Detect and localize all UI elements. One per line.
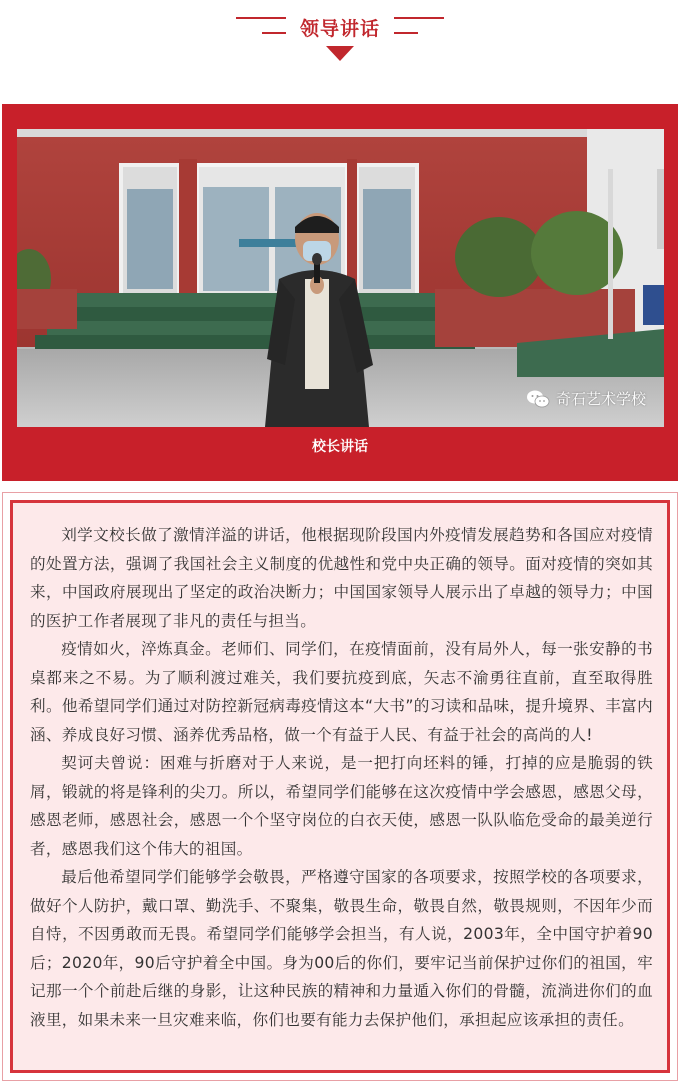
photo-illustration: [17, 129, 664, 427]
header-line-right-top: [394, 17, 444, 19]
header-line-right-bottom: [394, 32, 418, 34]
article-panel: [10, 500, 670, 1073]
article-paragraph-1: 刘学文校长做了激情洋溢的讲话，他根据现阶段国内外疫情发展趋势和各国应对疫情的处置方法，强调了我国社会主义制度的优越性和党中央正确的领导。面对疫情的突如其来，中国政府展现出了坚定的政治决断力；中国国家领导人展示出了卓越的领导力；中国的医护工作者展现了非凡的责任与担当。: [30, 526, 653, 630]
header-line-left-top: [236, 17, 286, 19]
article-paragraph-4: 最后他希望同学们能够学会敬畏，严格遵守国家的各项要求，按照学校的各项要求，做好个人防护，戴口罩、勤洗手、不聚集，敬畏生命，敬畏自然，敬畏规则，不因年少而自恃，不因勇敢而无畏。希望同学们能够学会担当，有人说，2003年，全中国守护着90后；2020年，90后守护着全中国。身为00后的你们，要牢记当前保护过你们的祖国，牢记那一个个前赴后继的身影，让这种民族的精神和力量遁入你们的骨髓，流淌进你们的血液里，如果未来一旦灾难来临，你们也要有能力去保护他们，承担起应该承担的责任。: [30, 868, 653, 1029]
watermark-text: 奇石艺术学校: [555, 390, 646, 408]
article-frame: [2, 492, 678, 1081]
section-header: [0, 0, 680, 70]
photo-frame: [2, 104, 678, 481]
article-paragraph-3: 契诃夫曾说：困难与折磨对于人来说，是一把打向坯料的锤，打掉的应是脆弱的铁屑，锻就的将是锋利的尖刀。所以，希望同学们能够在这次疫情中学会感恩，感恩父母，感恩老师，感恩社会，感恩一个个坚守岗位的白衣天使，感恩一队队临危受命的最美逆行者，感恩我们这个伟大的祖国。: [30, 754, 653, 858]
article-paragraph-2: 疫情如火，淬炼真金。老师们、同学们，在疫情面前，没有局外人，每一张安静的书桌都来之不易。为了顺利渡过难关，我们要抗疫到底，矢志不渝勇往直前，直至取得胜利。他希望同学们通过对防控新冠病毒疫情这本“大书”的习读和品味，提升境界、丰富内涵、养成良好习惯、涵养优秀品格，做一个有益于人民、有益于社会的高尚的人!: [30, 640, 653, 744]
header-line-left-bottom: [262, 32, 286, 34]
photo-caption: 校长讲话: [312, 439, 368, 455]
principal-speech-photo: [17, 129, 664, 427]
header-arrow-down: [326, 46, 354, 61]
photo-watermark: [526, 388, 646, 409]
section-title: 领导讲话: [299, 18, 380, 40]
wechat-icon: [526, 389, 550, 409]
